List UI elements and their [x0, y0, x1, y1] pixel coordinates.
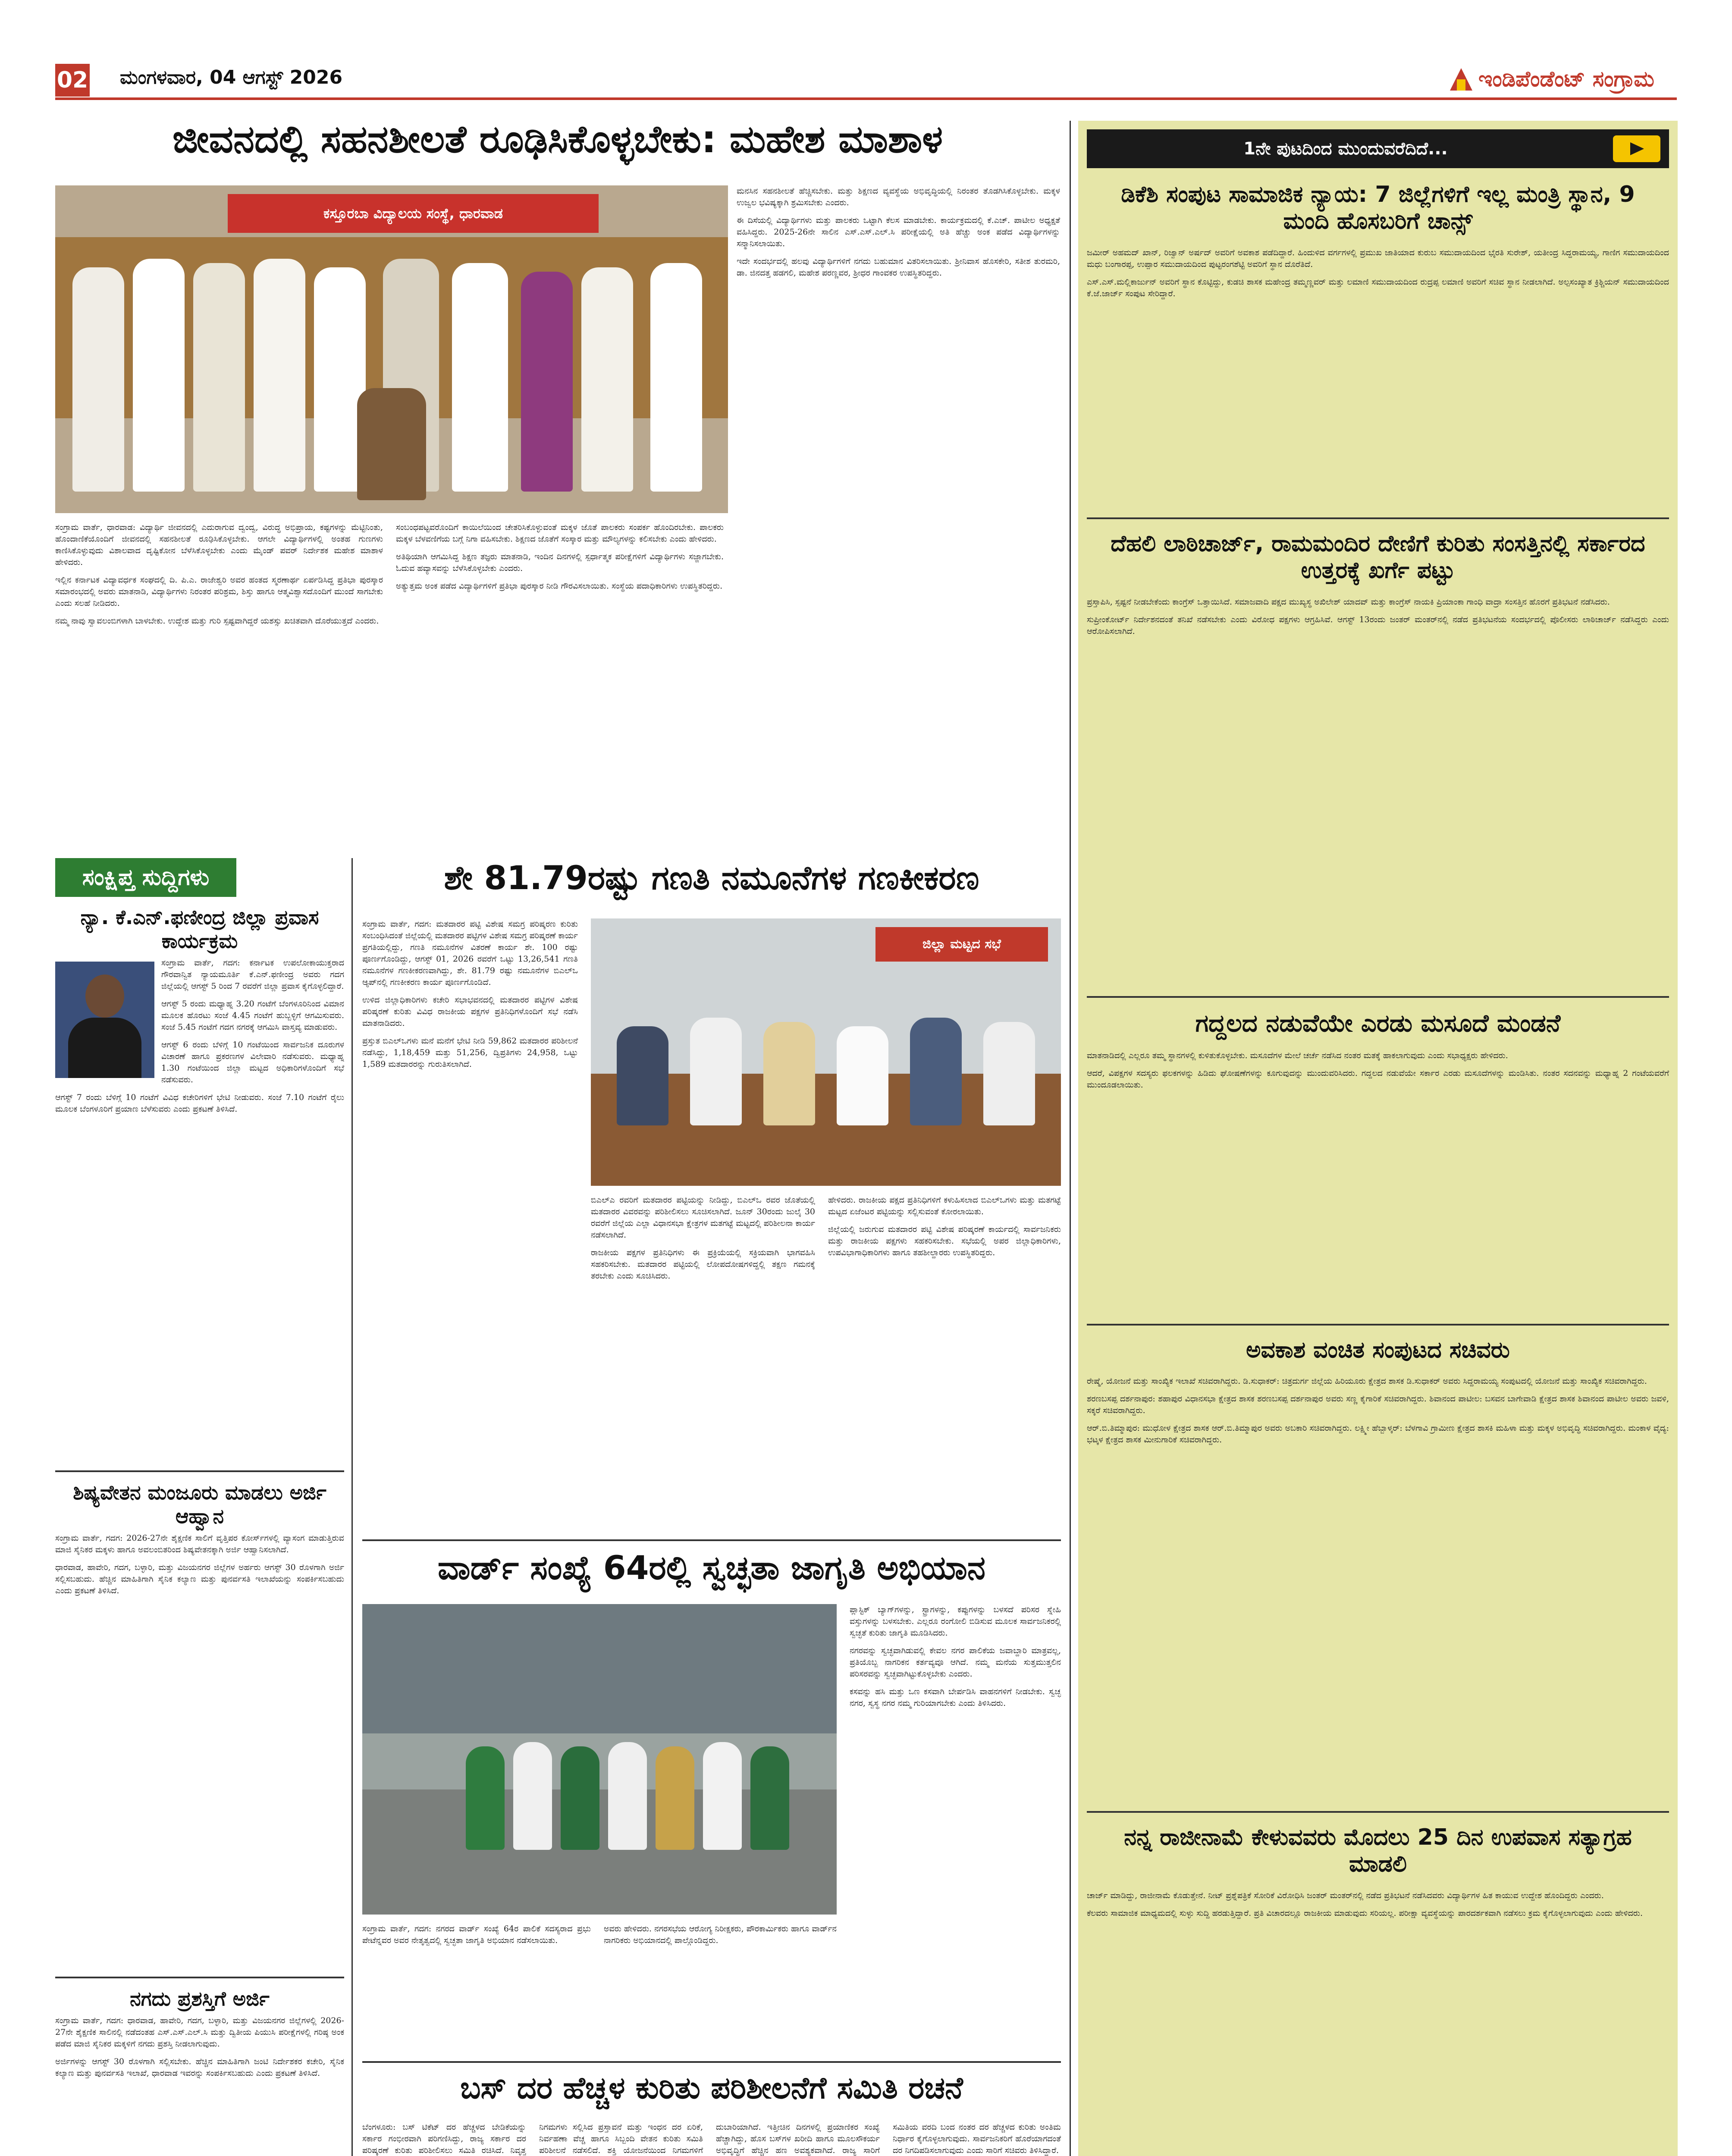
continued-banner-text: 1ನೇ ಪುಟದಿಂದ ಮುಂದುವರೆದಿದೆ... [1243, 139, 1448, 159]
divider [1087, 1324, 1669, 1326]
census-paragraph: ಸಂಗ್ರಾಮ ವಾರ್ತೆ, ಗದಗ: ಮತದಾರರ ಪಟ್ಟಿ ವಿಶೇಷ ಸಮಗ್ರ ಪರಿಷ್ಕರಣ ಕುರಿತು ಸಂಬಂಧಿಸಿದಂತೆ ಜಿಲ್ಲೆಯಲ್ಲಿ ಮತದಾರರ ಪಟ್ಟಿಗಳ ವಿಶೇಷ ಸಮಗ್ರ ಪರಿಷ್ಕರಣೆ ಕಾರ್ಯ ಪ್ರಗತಿಯಲ್ಲಿದ್ದು, ಗಣತಿ ನಮೂನೆಗಳ ವಿತರಣೆ ಕಾರ್ಯ ಶೇ. 100 ರಷ್ಟು ಪೂರ್ಣಗೊಂಡಿದ್ದು, ಆಗಸ್ಟ್ 01, 2026 ರವರೆಗೆ ಒಟ್ಟು 13,26,541 ಗಣತಿ ನಮೂನೆಗಳ ಗಣಕೀಕರಣವಾಗಿದ್ದು, ಶೇ. 81.79 ರಷ್ಟು ನಮೂನೆಗಳ ಬಿಎಲ್‌ಒ ಆ್ಯಪ್‌ನಲ್ಲಿ ಗಣಕೀಕರಣ ಕಾರ್ಯ ಪೂರ್ಣಗೊಂಡಿದೆ. [362, 919, 578, 987]
divider [1087, 517, 1669, 519]
continued-story [1087, 1332, 1669, 1807]
story-headline: ಅವಕಾಶ ವಂಚಿತ ಸಂಪುಟದ ಸಚಿವರು [1246, 1337, 1510, 1363]
bus-col [539, 2122, 703, 2156]
ward-paragraph: ಪ್ಲಾಸ್ಟಿಕ್ ಬ್ಯಾಗ್‌ಗಳನ್ನು, ಸ್ಟ್ರಾಗಳನ್ನು, ಕಪ್ಪುಗಳನ್ನು ಬಳಸದೆ ಪರಿಸರ ಸ್ನೇಹಿ ವಸ್ತುಗಳನ್ನು ಬಳಸಬೇಕು. ಎಲ್ಲರೂ ರಂಗೋಲಿ ಬಿಡಿಸುವ ಮೂಲಕ ಸಾರ್ವಜನಿಕರಲ್ಲಿ ಸ್ವಚ್ಛತೆ ಕುರಿತು ಜಾಗೃತಿ ಮೂಡಿಸಿದರು. [850, 1605, 1061, 1638]
bus-paragraph: ಬೆಂಗಳೂರು: ಬಸ್ ಟಿಕೆಟ್ ದರ ಹೆಚ್ಚಳದ ಬೇಡಿಕೆಯನ್ನು ಸರ್ಕಾರ ಗಂಭೀರವಾಗಿ ಪರಿಗಣಿಸಿದ್ದು, ರಾಜ್ಯ ಸರ್ಕಾರ ದರ ಪರಿಷ್ಕರಣೆ ಕುರಿತು ಪರಿಶೀಲಿಸಲು ಸಮಿತಿ ರಚಿಸಿದೆ. ನಿವೃತ್ತ [362, 2122, 526, 2155]
ward-right-col [850, 1604, 1061, 2053]
story-headline: ಗದ್ದಲದ ನಡುವೆಯೇ ಎರಡು ಮಸೂದೆ ಮಂಡನೆ [1195, 1009, 1561, 1037]
lead-paragraph: ಮನಸಿನ ಸಹನಶೀಲತೆ ಹೆಚ್ಚಿಸಬೇಕು. ಮತ್ತು ಶಿಕ್ಷಣದ ವ್ಯವಸ್ಥೆಯ ಅಭಿವೃದ್ಧಿಯಲ್ಲಿ ನಿರಂತರ ತೊಡಗಿಸಿಕೊಳ್ಳಬೇಕು. ಮಕ್ಕಳ ಉಜ್ವಲ ಭವಿಷ್ಯಕ್ಕಾಗಿ ಶ್ರಮಿಸಬೇಕು ಎಂದರು. [737, 186, 1060, 207]
story-paragraph: ಆದರೆ, ವಿಪಕ್ಷಗಳ ಸದಸ್ಯರು ಫಲಕಗಳನ್ನು ಹಿಡಿದು ಘೋಷಣೆಗಳನ್ನು ಕೂಗುವುದನ್ನು ಮುಂದುವರಿಸಿದರು. ಗದ್ದಲದ ನಡುವೆಯೇ ಸರ್ಕಾರ ಎರಡು ಮಸೂದೆಗಳನ್ನು ಮಂಡಿಸಿತು. ನಂತರ ಸದನವನ್ನು ಮಧ್ಯಾಹ್ನ 2 ಗಂಟೆಯವರೆಗೆ ಮುಂದೂಡಲಾಯಿತು. [1087, 1069, 1669, 1090]
divider [1087, 1811, 1669, 1813]
census-paragraph: ಹೇಳಿದರು. ರಾಜಕೀಯ ಪಕ್ಷದ ಪ್ರತಿನಿಧಿಗಳಿಗೆ ಕಳುಹಿಸಲಾದ ಬಿಎಲ್‌ಒಗಳು ಮತ್ತು ಮತಗಟ್ಟೆ ಮಟ್ಟದ ಏಜೆಂಟರ ಪಟ್ಟಿಯನ್ನು ಸಲ್ಲಿಸುವಂತೆ ಕೋರಲಾಯಿತು. [828, 1195, 1061, 1216]
story-paragraph: ಶರಣಬಸಪ್ಪ ದರ್ಶನಾಪುರ: ಶಹಾಪುರ ವಿಧಾನಸಭಾ ಕ್ಷೇತ್ರದ ಶಾಸಕ ಶರಣಬಸಪ್ಪ ದರ್ಶನಾಪುರ ಅವರು ಸಣ್ಣ ಕೈಗಾರಿಕೆ ಸಚಿವರಾಗಿದ್ದರು. ಶಿವಾನಂದ ಪಾಟೀಲ: ಬಸವನ ಬಾಗೇವಾಡಿ ಕ್ಷೇತ್ರದ ಶಾಸಕ ಶಿವಾನಂದ ಪಾಟೀಲ ಅವರು ಜವಳಿ, ಸಕ್ಕರೆ ಸಚಿವರಾಗಿದ್ದರು. [1087, 1394, 1669, 1416]
census-paragraph: ಜಿಲ್ಲೆಯಲ್ಲಿ ಜರುಗುವ ಮತದಾರರ ಪಟ್ಟಿ ವಿಶೇಷ ಪರಿಷ್ಕರಣೆ ಕಾರ್ಯದಲ್ಲಿ ಸಾರ್ವಜನಿಕರು ಮತ್ತು ರಾಜಕೀಯ ಪಕ್ಷಗಳು ಸಹಕರಿಸಬೇಕು. ಸಭೆಯಲ್ಲಿ ಅಪರ ಜಿಲ್ಲಾಧಿಕಾರಿಗಳು, ಉಪವಿಭಾಗಾಧಿಕಾರಿಗಳು ಹಾಗೂ ತಹಶೀಲ್ದಾರರು ಉಪಸ್ಥಿತರಿದ್ದರು. [828, 1225, 1061, 1257]
story-paragraph: ಚಾರ್ಜ್ ಮಾಡಿದ್ದು, ರಾಜೀನಾಮೆ ಕೊಡುತ್ತೇನೆ. ನೀಟ್ ಪ್ರಶ್ನೆಪತ್ರಿಕೆ ಸೋರಿಕೆ ವಿರೋಧಿಸಿ ಜಂತರ್ ಮಂತರ್‌ನಲ್ಲಿ ನಡೆದ ಪ್ರತಿಭಟನೆ ನಡೆಸಿದವರು ವಿದ್ಯಾರ್ಥಿಗಳ ಹಿತ ಕಾಯುವ ಉದ್ದೇಶ ಹೊಂದಿದ್ದರು ಎಂದರು. [1087, 1890, 1604, 1900]
divider [1087, 996, 1669, 998]
judge-portrait [55, 962, 154, 1078]
bus-headline: ಬಸ್ ದರ ಹೆಚ್ಚಳ ಕುರಿತು ಪರಿಶೀಲನೆಗೆ ಸಮಿತಿ ರಚನೆ [460, 2070, 963, 2106]
brief-paragraph: ಸಂಗ್ರಾಮ ವಾರ್ತೆ, ಗದಗ: ಧಾರವಾಡ, ಹಾವೇರಿ, ಗದಗ, ಬಳ್ಳಾರಿ, ಮತ್ತು ವಿಜಯನಗರ ಜಿಲ್ಲೆಗಳಲ್ಲಿ 2026-27ನೇ ಶೈಕ್ಷಣಿಕ ಸಾಲಿನಲ್ಲಿ ನಡೆದಂತಹ ಎಸ್.ಎಸ್.ಎಲ್.ಸಿ ಮತ್ತು ದ್ವಿತೀಯ ಪಿಯುಸಿ ಪರೀಕ್ಷೆಗಳಲ್ಲಿ ಗರಿಷ್ಠ ಅಂಕ ಪಡೆದ ಮಾಜಿ ಸೈನಿಕರ ಮಕ್ಕಳಿಗೆ ನಗದು ಪ್ರಶಸ್ತಿ ನೀಡಲಾಗುವುದು. [55, 2016, 344, 2049]
masthead-logo-icon [1448, 66, 1474, 92]
bus-paragraph: ನಿಗಮಗಳು ಸಲ್ಲಿಸಿದ ಪ್ರಸ್ತಾವನೆ ಮತ್ತು ಇಂಧನ ದರ ಏರಿಕೆ, ನಿರ್ವಹಣಾ ವೆಚ್ಚ ಹಾಗೂ ಸಿಬ್ಬಂದಿ ವೇತನ ಕುರಿತು ಸಮಿತಿ ಪರಿಶೀಲನೆ ನಡೆಸಲಿದೆ. ಶಕ್ತಿ ಯೋಜನೆಯಿಂದ ನಿಗಮಗಳಿಗೆ [539, 2122, 703, 2155]
lead-paragraph: ಅತಿಥಿಯಾಗಿ ಆಗಮಿಸಿದ್ದ ಶಿಕ್ಷಣ ತಜ್ಞರು ಮಾತನಾಡಿ, ಇಂದಿನ ದಿನಗಳಲ್ಲಿ ಸ್ಪರ್ಧಾತ್ಮಕ ಪರೀಕ್ಷೆಗಳಿಗೆ ವಿದ್ಯಾರ್ಥಿಗಳು ಸಜ್ಜಾಗಬೇಕು. ಓದುವ ಹವ್ಯಾಸವನ್ನು ಬೆಳೆಸಿಕೊಳ್ಳಬೇಕು ಎಂದರು. [396, 552, 724, 573]
lead-paragraph: ಈ ದಿಸೆಯಲ್ಲಿ ವಿದ್ಯಾರ್ಥಿಗಳು ಮತ್ತು ಪಾಲಕರು ಒಟ್ಟಾಗಿ ಕೆಲಸ ಮಾಡಬೇಕು. ಕಾರ್ಯಕ್ರಮದಲ್ಲಿ ಕೆ.ಎಚ್. ಪಾಟೀಲ ಅಧ್ಯಕ್ಷತೆ ವಹಿಸಿದ್ದರು. 2025-26ನೇ ಸಾಲಿನ ಎಸ್.ಎಸ್.ಎಲ್.ಸಿ ಪರೀಕ್ಷೆಯಲ್ಲಿ ಅತಿ ಹೆಚ್ಚು ಅಂಕ ಪಡೆದ ವಿದ್ಯಾರ್ಥಿಗಳನ್ನು ಸನ್ಮಾನಿಸಲಾಯಿತು. [737, 216, 1060, 248]
brief-paragraph: ಅರ್ಜಿಗಳನ್ನು ಆಗಸ್ಟ್ 30 ರೊಳಗಾಗಿ ಸಲ್ಲಿಸಬೇಕು. ಹೆಚ್ಚಿನ ಮಾಹಿತಿಗಾಗಿ ಜಂಟಿ ನಿರ್ದೇಶಕರ ಕಚೇರಿ, ಸೈನಿಕ ಕಲ್ಯಾಣ ಮತ್ತು ಪುನರ್ವಸತಿ ಇಲಾಖೆ, ಧಾರವಾಡ ಇವರನ್ನು ಸಂಪರ್ಕಿಸಬಹುದು ಎಂದು ಪ್ರಕಟಣೆ ತಿಳಿಸಿದೆ. [55, 2057, 344, 2078]
ward-paragraph: ಅವರು ಹೇಳಿದರು. ನಗರಸಭೆಯ ಆರೋಗ್ಯ ನಿರೀಕ್ಷಕರು, ಪೌರಕಾರ್ಮಿಕರು ಹಾಗೂ ವಾರ್ಡ್‌ನ ನಾಗರಿಕರು ಅಭಿಯಾನದಲ್ಲಿ ಪಾಲ್ಗೊಂಡಿದ್ದರು. [604, 1924, 837, 1945]
continued-story [1087, 1820, 1669, 2156]
story-paragraph: ಮಾತನಾಡಿದಲ್ಲಿ ಎಲ್ಲರೂ ತಮ್ಮ ಸ್ಥಾನಗಳಲ್ಲಿ ಕುಳಿತುಕೊಳ್ಳಬೇಕು. ಮಸೂದೆಗಳ ಮೇಲೆ ಚರ್ಚೆ ನಡೆಸಿದ ನಂತರ ಮತಕ್ಕೆ ಹಾಕಲಾಗುವುದು ಎಂದು ಸಭಾಧ್ಯಕ್ಷರು ಹೇಳಿದರು. [1087, 1051, 1508, 1061]
lead-col-2 [396, 522, 724, 811]
brief-item [55, 1476, 344, 1972]
brief-paragraph: ಆಗಸ್ಟ್ 7 ರಂದು ಬೆಳಿಗ್ಗೆ 10 ಗಂಟೆಗೆ ವಿವಿಧ ಕಚೇರಿಗಳಿಗೆ ಭೇಟಿ ನೀಡುವರು. ಸಂಜೆ 7.10 ಗಂಟೆಗೆ ರೈಲು ಮೂಲಕ ಬೆಂಗಳೂರಿಗೆ ಪ್ರಯಾಣ ಬೆಳೆಸುವರು ಎಂದು ಪ್ರಕಟಣೆ ತಿಳಿಸಿದೆ. [55, 1093, 344, 1114]
continued-section [1078, 121, 1678, 2156]
divider [362, 2061, 1061, 2063]
column-divider [1070, 121, 1071, 2156]
photo-banner: ಕಸ್ತೂರಬಾ ವಿದ್ಯಾಲಯ ಸಂಸ್ಥೆ, ಧಾರವಾಡ [228, 194, 599, 233]
brief-paragraph: ಸಂಗ್ರಾಮ ವಾರ್ತೆ, ಗದಗ: 2026-27ನೇ ಶೈಕ್ಷಣಿಕ ಸಾಲಿಗೆ ವೃತ್ತಿಪರ ಕೋರ್ಸ್‌ಗಳಲ್ಲಿ ವ್ಯಾಸಂಗ ಮಾಡುತ್ತಿರುವ ಮಾಜಿ ಸೈನಿಕರ ಮಕ್ಕಳು ಹಾಗೂ ಅವಲಂಬಿತರಿಂದ ಶಿಷ್ಯವೇತನಕ್ಕಾಗಿ ಅರ್ಜಿ ಆಹ್ವಾನಿಸಲಾಗಿದೆ. [55, 1533, 344, 1555]
lead-paragraph: ಸಂಗ್ರಾಮ ವಾರ್ತೆ, ಧಾರವಾಡ: ವಿದ್ಯಾರ್ಥಿ ಜೀವನದಲ್ಲಿ ಎದುರಾಗುವ ದ್ವಂದ್ವ, ವಿರುದ್ಧ ಅಭಿಪ್ರಾಯ, ಕಷ್ಟಗಳನ್ನು ಮೆಟ್ಟಿನಿಂತು, ಹೊಂದಾಣಿಕೆಯೊಂದಿಗೆ ಜೀವನದಲ್ಲಿ ಸಹನಶೀಲತೆ ರೂಢಿಸಿಕೊಳ್ಳಬೇಕು. ಆಗಲೇ ವಿದ್ಯಾರ್ಥಿಗಳಲ್ಲಿ ಅಂತಹ ಗುಣಗಳು ಕಾಣಿಸಿಕೊಳ್ಳುವುದು ವಿಶಾಲವಾದ ದೃಷ್ಟಿಕೋನ ಬೆಳೆಸಿಕೊಳ್ಳಬೇಕು ಎಂದು ಮೈಂಡ್ ಪವರ್ ನಿರ್ದೇಶಕ ಮಹೇಶ ಮಾಶಾಳ ಹೇಳಿದರು. [55, 523, 383, 567]
lead-photo [55, 185, 728, 513]
lead-paragraph: ಸಂಬಂಧಪಟ್ಟವರೊಂದಿಗೆ ಕಾಯಿಲೆಯಿಂದ ಚೇತರಿಸಿಕೊಳ್ಳುವಂತೆ ಮಕ್ಕಳ ಜೊತೆ ಪಾಲಕರು ಸಂಪರ್ಕ ಹೊಂದಿರಬೇಕು. ಪಾಲಕರು ಮಕ್ಕಳ ಬೆಳವಣಿಗೆಯ ಬಗ್ಗೆ ನಿಗಾ ವಹಿಸಬೇಕು. ಶಿಕ್ಷಣದ ಜೊತೆಗೆ ಸಂಸ್ಕಾರ ಮತ್ತು ಮೌಲ್ಯಗಳನ್ನು ಕಲಿಸಬೇಕು ಎಂದು ಹೇಳಿದರು. [396, 523, 724, 544]
brief-headline: ನ್ಯಾ. ಕೆ.ಎನ್.ಫಣೀಂದ್ರ ಜಿಲ್ಲಾ ಪ್ರವಾಸ ಕಾರ್ಯಕ್ರಮ [80, 906, 319, 953]
bus-col [362, 2122, 526, 2156]
ward-headline: ವಾರ್ಡ್ ಸಂಖ್ಯೆ 64ರಲ್ಲಿ ಸ್ವಚ್ಛತಾ ಜಾಗೃತಿ ಅಭಿಯಾನ [437, 1548, 986, 1587]
ward-photo [362, 1604, 837, 1915]
story-paragraph: ಜಮೀರ್ ಅಹಮದ್ ಖಾನ್, ರಿಜ್ವಾನ್ ಅರ್ಷದ್ ಅವರಿಗೆ ಅವಕಾಶ ಪಡೆದಿದ್ದಾರೆ. ಹಿಂದುಳಿದ ವರ್ಗಗಳಲ್ಲಿ ಪ್ರಮುಖ ಜಾತಿಯಾದ ಕುರುಬ ಸಮುದಾಯದಿಂದ ಭೈರತಿ ಸುರೇಶ್, ಯತೀಂದ್ರ ಸಿದ್ದರಾಮಯ್ಯ, ಗಾಣಿಗ ಸಮುದಾಯದಿಂದ ಮಧು ಬಂಗಾರಪ್ಪ, ಉಪ್ಪಾರ ಸಮುದಾಯದಿಂದ ಪುಟ್ಟರಂಗಶೆಟ್ಟಿ ಅವರಿಗೆ ಸ್ಥಾನ ದೊರೆತಿದೆ. [1087, 248, 1669, 269]
story-paragraph: ಕೆಲವರು ಸಾಮಾಜಿಕ ಮಾಧ್ಯಮದಲ್ಲಿ ಸುಳ್ಳು ಸುದ್ದಿ ಹರಡುತ್ತಿದ್ದಾರೆ. ಪ್ರತಿ ವಿಚಾರದಲ್ಲೂ ರಾಜಕೀಯ ಮಾಡುವುದು ಸರಿಯಲ್ಲ. ಪರೀಕ್ಷಾ ವ್ಯವಸ್ಥೆಯನ್ನು ಪಾರದರ್ಶಕವಾಗಿ ನಡೆಸಲು ಕ್ರಮ ಕೈಗೊಳ್ಳಲಾಗುವುದು ಎಂದು ಹೇಳಿದರು. [1087, 1908, 1643, 1918]
census-col-2 [591, 1194, 815, 1531]
brief-item [55, 906, 344, 1466]
arrow-right-icon [1613, 135, 1660, 162]
column-divider [351, 858, 353, 2156]
story-paragraph: ಸುಪ್ರೀಂಕೋರ್ಟ್ ನಿರ್ದೇಶನದಂತೆ ತನಿಖೆ ನಡೆಸಬೇಕು ಎಂದು ವಿರೋಧ ಪಕ್ಷಗಳು ಆಗ್ರಹಿಸಿವೆ. ಆಗಸ್ಟ್ 13ರಂದು ಜಂತರ್ ಮಂತರ್‌ನಲ್ಲಿ ನಡೆದ ಪ್ರತಿಭಟನೆಯ ಸಂದರ್ಭದಲ್ಲಿ ಪೊಲೀಸರು ಲಾಠಿಚಾರ್ಜ್ ನಡೆಸಿದ್ದರು ಎಂದು ಆರೋಪಿಸಲಾಗಿದೆ. [1087, 614, 1669, 636]
census-paragraph: ಪ್ರಸ್ತುತ ಬಿಎಲ್‌ಒಗಳು ಮನೆ ಮನೆಗೆ ಭೇಟಿ ನೀಡಿ 59,862 ಮತದಾರರ ಪರಿಶೀಲನೆ ನಡೆಸಿದ್ದು, 1,18,459 ಮತ್ತು 51,256, ದ್ವಿಪ್ರತಿಗಳು 24,958, ಒಟ್ಟು 1,589 ಮತದಾರರನ್ನು ಗುರುತಿಸಲಾಗಿದೆ. [362, 1036, 578, 1069]
brief-item [55, 1983, 344, 2156]
lead-paragraph: ನಮ್ಮ ನಾವು ಸ್ವಾವಲಂಬಿಗಳಾಗಿ ಬಾಳಬೇಕು. ಉದ್ದೇಶ ಮತ್ತು ಗುರಿ ಸ್ಪಷ್ಟವಾಗಿದ್ದರೆ ಯಶಸ್ಸು ಖಚಿತವಾಗಿ ದೊರೆಯುತ್ತದೆ ಎಂದರು. [55, 616, 379, 626]
briefs-section [55, 858, 344, 2156]
page-number: 02 [55, 64, 90, 97]
brief-paragraph: ಧಾರವಾಡ, ಹಾವೇರಿ, ಗದಗ, ಬಳ್ಳಾರಿ, ಮತ್ತು ವಿಜಯನಗರ ಜಿಲ್ಲೆಗಳ ಅರ್ಹರು ಆಗಸ್ಟ್ 30 ರೊಳಗಾಗಿ ಅರ್ಜಿ ಸಲ್ಲಿಸಬಹುದು. ಹೆಚ್ಚಿನ ಮಾಹಿತಿಗಾಗಿ ಸೈನಿಕ ಕಲ್ಯಾಣ ಮತ್ತು ಪುನರ್ವಸತಿ ಇಲಾಖೆಯನ್ನು ಸಂಪರ್ಕಿಸಬಹುದು ಎಂದು ಪ್ರಕಟಣೆ ತಿಳಿಸಿದೆ. [55, 1563, 344, 1596]
bus-story [362, 2070, 1061, 2156]
lead-paragraph: ಇಲ್ಲಿನ ಕರ್ನಾಟಕ ವಿದ್ಯಾವರ್ಧಕ ಸಂಘದಲ್ಲಿ ದಿ. ಪಿ.ಎ. ರಾಜೇಶ್ವರಿ ಅವರ ಹಂತದ ಸ್ಮರಣಾರ್ಥ ಏರ್ಪಡಿಸಿದ್ದ ಪ್ರತಿಭಾ ಪುರಸ್ಕಾರ ಸಮಾರಂಭದಲ್ಲಿ ಅವರು ಮಾತನಾಡಿ, ವಿದ್ಯಾರ್ಥಿಗಳು ನಿರಂತರ ಪರಿಶ್ರಮ, ಶಿಸ್ತು ಹಾಗೂ ಆತ್ಮವಿಶ್ವಾಸದೊಂದಿಗೆ ಮುಂದೆ ಸಾಗಬೇಕು ಎಂದು ಸಲಹೆ ನೀಡಿದರು. [55, 575, 383, 608]
briefs-banner: ಸಂಕ್ಷಿಪ್ತ ಸುದ್ದಿಗಳು [55, 858, 236, 897]
lead-paragraph: ಅತ್ಯುತ್ತಮ ಅಂಕ ಪಡೆದ ವಿದ್ಯಾರ್ಥಿಗಳಿಗೆ ಪ್ರತಿಭಾ ಪುರಸ್ಕಾರ ನೀಡಿ ಗೌರವಿಸಲಾಯಿತು. ಸಂಸ್ಥೆಯ ಪದಾಧಿಕಾರಿಗಳು ಉಪಸ್ಥಿತರಿದ್ದರು. [396, 581, 723, 591]
census-story [362, 858, 1061, 1531]
bus-paragraph: ಸಮಿತಿಯ ವರದಿ ಬಂದ ನಂತರ ದರ ಹೆಚ್ಚಳದ ಕುರಿತು ಅಂತಿಮ ನಿರ್ಧಾರ ಕೈಗೊಳ್ಳಲಾಗುವುದು. ಸಾರ್ವಜನಿಕರಿಗೆ ಹೊರೆಯಾಗದಂತೆ ದರ ನಿಗದಿಪಡಿಸಲಾಗುವುದು ಎಂದು ಸಾರಿಗೆ ಸಚಿವರು ತಿಳಿಸಿದ್ದಾರೆ. [893, 2122, 1061, 2155]
continued-story [1087, 177, 1669, 513]
paper-name: ಇಂಡಿಪೆಂಡೆಂಟ್ ಸಂಗ್ರಾಮ [1478, 66, 1654, 91]
brief-headline: ನಗದು ಪ್ರಶಸ್ತಿಗೆ ಅರ್ಜಿ [130, 1987, 270, 2010]
brief-paragraph: ಸಂಗ್ರಾಮ ವಾರ್ತೆ, ಗದಗ: ಕರ್ನಾಟಕ ಉಪಲೋಕಾಯುಕ್ತರಾದ ಗೌರವಾನ್ವಿತ ನ್ಯಾಯಮೂರ್ತಿ ಕೆ.ಎನ್.ಫಣೀಂದ್ರ ಅವರು ಗದಗ ಜಿಲ್ಲೆಯಲ್ಲಿ ಆಗಸ್ಟ್ 5 ರಿಂದ 7 ರವರೆಗೆ ಜಿಲ್ಲಾ ಪ್ರವಾಸ ಕೈಗೊಳ್ಳಲಿದ್ದಾರೆ. [161, 958, 344, 991]
lead-story [55, 108, 1060, 815]
brief-headline: ಶಿಷ್ಯವೇತನ ಮಂಜೂರು ಮಾಡಲು ಅರ್ಜಿ ಆಹ್ವಾನ [73, 1481, 326, 1528]
story-headline: ನನ್ನ ರಾಜೀನಾಮೆ ಕೇಳುವವರು ಮೊದಲು 25 ದಿನ ಉಪವಾಸ ಸತ್ಯಾಗ್ರಹ ಮಾಡಲಿ [1124, 1824, 1632, 1877]
continued-story [1087, 1005, 1669, 1319]
lead-paragraph: ಇದೇ ಸಂದರ್ಭದಲ್ಲಿ ಹಲವು ವಿದ್ಯಾರ್ಥಿಗಳಿಗೆ ನಗದು ಬಹುಮಾನ ವಿತರಿಸಲಾಯಿತು. ಶ್ರೀನಿವಾಸ ಹೊಸಕೇರಿ, ಸತೀಶ ತುರಮರಿ, ಡಾ. ಜಿನದತ್ತ ಹಡಗಲಿ, ಮಹೇಶ ಪರಣ್ಣವರ, ಶ್ರೀಧರ ಗಾಂವಕರ ಉಪಸ್ಥಿತರಿದ್ದರು. [737, 257, 1060, 278]
census-col-1 [362, 918, 578, 1531]
ward-paragraph: ಸಂಗ್ರಾಮ ವಾರ್ತೆ, ಗದಗ: ನಗರದ ವಾರ್ಡ್ ಸಂಖ್ಯೆ 64ರ ಪಾಲಿಕೆ ಸದಸ್ಯರಾದ ಪ್ರಭು ಪೇಟೆನ್ನವರ ಅವರ ನೇತೃತ್ವದಲ್ಲಿ ಸ್ವಚ್ಛತಾ ಜಾಗೃತಿ ಅಭಿಯಾನ ನಡೆಸಲಾಯಿತು. [362, 1924, 591, 1945]
divider [362, 1539, 1061, 1541]
header-divider [55, 97, 1677, 100]
story-headline: ದೆಹಲಿ ಲಾಠಿಚಾರ್ಜ್, ರಾಮಮಂದಿರ ದೇಣಿಗೆ ಕುರಿತು ಸಂಸತ್ತಿನಲ್ಲಿ ಸರ್ಕಾರದ ಉತ್ತರಕ್ಕೆ ಖರ್ಗೆ ಪಟ್ಟು [1111, 531, 1645, 584]
lead-headline: ಜೀವನದಲ್ಲಿ ಸಹನಶೀಲತೆ ರೂಢಿಸಿಕೊಳ್ಳಬೇಕು: ಮಹೇಶ ಮಾಶಾಳ [172, 117, 943, 161]
census-photo [591, 918, 1061, 1186]
census-paragraph: ರಾಜಕೀಯ ಪಕ್ಷಗಳ ಪ್ರತಿನಿಧಿಗಳು ಈ ಪ್ರಕ್ರಿಯೆಯಲ್ಲಿ ಸಕ್ರಿಯವಾಗಿ ಭಾಗವಹಿಸಿ ಸಹಕರಿಸಬೇಕು. ಮತದಾರರ ಪಟ್ಟಿಯಲ್ಲಿ ಲೋಪದೋಷಗಳಿದ್ದಲ್ಲಿ ತಕ್ಷಣ ಗಮನಕ್ಕೆ ತರಬೇಕು ಎಂದು ಸೂಚಿಸಿದರು. [591, 1248, 815, 1281]
photo-banner: ಜಿಲ್ಲಾ ಮಟ್ಟದ ಸಭೆ [875, 927, 1048, 962]
ward-paragraph: ಕಸವನ್ನು ಹಸಿ ಮತ್ತು ಒಣ ಕಸವಾಗಿ ಬೇರ್ಪಡಿಸಿ ವಾಹನಗಳಿಗೆ ನೀಡಬೇಕು. ಸ್ವಚ್ಛ ನಗರ, ಸ್ವಸ್ಥ ನಗರ ನಮ್ಮ ಗುರಿಯಾಗಬೇಕು ಎಂದು ತಿಳಿಸಿದರು. [850, 1687, 1061, 1708]
lead-col-3 [737, 185, 1060, 811]
brief-paragraph: ಆಗಸ್ಟ್ 5 ರಂದು ಮಧ್ಯಾಹ್ನ 3.20 ಗಂಟೆಗೆ ಬೆಂಗಳೂರಿನಿಂದ ವಿಮಾನ ಮೂಲಕ ಹೊರಟು ಸಂಜೆ 4.45 ಗಂಟೆಗೆ ಹುಬ್ಬಳ್ಳಿಗೆ ಆಗಮಿಸುವರು. ಸಂಜೆ 5.45 ಗಂಟೆಗೆ ಗದಗ ನಗರಕ್ಕೆ ಆಗಮಿಸಿ ವಾಸ್ತವ್ಯ ಮಾಡುವರು. [161, 999, 344, 1032]
story-headline: ಡಿಕೆಶಿ ಸಂಪುಟ ಸಾಮಾಜಿಕ ನ್ಯಾಯ: 7 ಜಿಲ್ಲೆಗಳಿಗೆ ಇಲ್ಲ ಮಂತ್ರಿ ಸ್ಥಾನ, 9 ಮಂದಿ ಹೊಸಬರಿಗೆ ಚಾನ್ಸ್ [1121, 182, 1635, 235]
story-paragraph: ಆರ್.ಬಿ.ತಿಮ್ಮಾಪುರ: ಮುಧೋಳ ಕ್ಷೇತ್ರದ ಶಾಸಕ ಆರ್.ಬಿ.ತಿಮ್ಮಾಪುರ ಅವರು ಅಬಕಾರಿ ಸಚಿವರಾಗಿದ್ದರು. ಲಕ್ಷ್ಮೀ ಹೆಬ್ಬಾಳ್ಕರ್: ಬೆಳಗಾವಿ ಗ್ರಾಮೀಣ ಕ್ಷೇತ್ರದ ಶಾಸಕಿ ಮಹಿಳಾ ಮತ್ತು ಮಕ್ಕಳ ಅಭಿವೃದ್ಧಿ ಸಚಿವರಾಗಿದ್ದರು. ಮಂಕಾಳ ವೈದ್ಯ: ಭಟ್ಕಳ ಕ್ಷೇತ್ರದ ಶಾಸಕ ಮೀನುಗಾರಿಕೆ ಸಚಿವರಾಗಿದ್ದರು. [1087, 1423, 1669, 1445]
census-paragraph: ಬಿಎಲ್‌ಎ ರವರಿಗೆ ಮತದಾರರ ಪಟ್ಟಿಯನ್ನು ನೀಡಿದ್ದು, ಬಿಎಲ್‌ಒ ರವರ ಜೊತೆಯಲ್ಲಿ ಮತದಾರರ ವಿವರವನ್ನು ಪರಿಶೀಲಿಸಲು ಸೂಚಿಸಲಾಗಿದೆ. ಜೂನ್ 30ರಂದು ಜುಲೈ 30 ರವರೆಗೆ ಜಿಲ್ಲೆಯ ಎಲ್ಲಾ ವಿಧಾನಸಭಾ ಕ್ಷೇತ್ರಗಳ ಮತಗಟ್ಟೆ ಮಟ್ಟದಲ್ಲಿ ಪರಿಶೀಲನಾ ಕಾರ್ಯ ನಡೆಸಲಾಗಿದೆ. [591, 1195, 815, 1240]
issue-date: ಮಂಗಳವಾರ, 04 ಆಗಸ್ಟ್ 2026 [120, 66, 343, 88]
bus-col [716, 2122, 880, 2156]
bus-col [893, 2122, 1061, 2156]
ward-bottom-left [362, 1923, 591, 2053]
lead-col-1 [55, 522, 383, 811]
page-header [55, 60, 1677, 99]
ward-paragraph: ನಗರವನ್ನು ಸ್ವಚ್ಛವಾಗಿಡುವಲ್ಲಿ ಕೇವಲ ನಗರ ಪಾಲಿಕೆಯ ಜವಾಬ್ದಾರಿ ಮಾತ್ರವಲ್ಲ, ಪ್ರತಿಯೊಬ್ಬ ನಾಗರಿಕನ ಕರ್ತವ್ಯವೂ ಆಗಿದೆ. ನಮ್ಮ ಮನೆಯ ಸುತ್ತಮುತ್ತಲಿನ ಪರಿಸರವನ್ನು ಸ್ವಚ್ಛವಾಗಿಟ್ಟುಕೊಳ್ಳಬೇಕು ಎಂದರು. [850, 1646, 1061, 1679]
ward-bottom-right [604, 1923, 837, 2053]
story-paragraph: ರೇಷ್ಮೆ, ಯೋಜನೆ ಮತ್ತು ಸಾಂಖ್ಯಿಕ ಇಲಾಖೆ ಸಚಿವರಾಗಿದ್ದರು. ಡಿ.ಸುಧಾಕರ್: ಚಿತ್ರದುರ್ಗ ಜಿಲ್ಲೆಯ ಹಿರಿಯೂರು ಕ್ಷೇತ್ರದ ಶಾಸಕ ಡಿ.ಸುಧಾಕರ್ ಅವರು ಸಿದ್ದರಾಮಯ್ಯ ಸಂಪುಟದಲ್ಲಿ ಯೋಜನೆ ಮತ್ತು ಸಾಂಖ್ಯಿಕ ಸಚಿವರಾಗಿದ್ದರು. [1087, 1376, 1647, 1386]
census-headline: ಶೇ 81.79ರಷ್ಟು ಗಣತಿ ನಮೂನೆಗಳ ಗಣಕೀಕರಣ [444, 859, 979, 897]
ward-story [362, 1548, 1061, 2053]
census-col-3 [828, 1194, 1061, 1531]
census-paragraph: ಉಳಿದ ಜಿಲ್ಲಾಧಿಕಾರಿಗಳು ಕಚೇರಿ ಸಭಾಭವನದಲ್ಲಿ ಮತದಾರರ ಪಟ್ಟಿಗಳ ವಿಶೇಷ ಪರಿಷ್ಕರಣೆ ಕುರಿತು ವಿವಿಧ ರಾಜಕೀಯ ಪಕ್ಷಗಳ ಪ್ರತಿನಿಧಿಗಳೊಂದಿಗೆ ಸಭೆ ನಡೆಸಿ ಮಾತನಾಡಿದರು. [362, 995, 578, 1028]
brief-paragraph: ಆಗಸ್ಟ್ 6 ರಂದು ಬೆಳಿಗ್ಗೆ 10 ಗಂಟೆಯಿಂದ ಸಾರ್ವಜನಿಕ ದೂರುಗಳ ವಿಚಾರಣೆ ಹಾಗೂ ಪ್ರಕರಣಗಳ ವಿಲೇವಾರಿ ನಡೆಸುವರು. ಮಧ್ಯಾಹ್ನ 1.30 ಗಂಟೆಯಿಂದ ಜಿಲ್ಲಾ ಮಟ್ಟದ ಅಧಿಕಾರಿಗಳೊಂದಿಗೆ ಸಭೆ ನಡೆಸುವರು. [161, 1040, 344, 1085]
story-paragraph: ಎಸ್.ಎಸ್.ಮಲ್ಲಿಕಾರ್ಜುನ್ ಅವರಿಗೆ ಸ್ಥಾನ ಕೊಟ್ಟಿದ್ದು, ಕುಡಚಿ ಶಾಸಕ ಮಹೇಂದ್ರ ತಮ್ಮಣ್ಣವರ್ ಮತ್ತು ಲಮಾಣಿ ಸಮುದಾಯದಿಂದ ರುದ್ರಪ್ಪ ಲಮಾಣಿ ಅವರಿಗೆ ಸಚಿವ ಸ್ಥಾನ ನೀಡಲಾಗಿದೆ. ಅಲ್ಪಸಂಖ್ಯಾತ ಕ್ರಿಶ್ಚಿಯನ್ ಸಮುದಾಯದಿಂದ ಕೆ.ಜೆ.ಜಾರ್ಜ್ ಸಂಪುಟ ಸೇರಿದ್ದಾರೆ. [1087, 277, 1669, 298]
bus-paragraph: ದುಬಾರಿಯಾಗಿದೆ. ಇತ್ತೀಚಿನ ದಿನಗಳಲ್ಲಿ ಪ್ರಯಾಣಿಕರ ಸಂಖ್ಯೆ ಹೆಚ್ಚಾಗಿದ್ದು, ಹೊಸ ಬಸ್‌ಗಳ ಖರೀದಿ ಹಾಗೂ ಮೂಲಸೌಕರ್ಯ ಅಭಿವೃದ್ಧಿಗೆ ಹೆಚ್ಚಿನ ಹಣ ಅವಶ್ಯಕವಾಗಿದೆ. ರಾಜ್ಯ ಸಾರಿಗೆ [716, 2122, 880, 2155]
continued-banner [1087, 129, 1669, 168]
continued-story [1087, 526, 1669, 992]
story-paragraph: ಪ್ರಸ್ತಾಪಿಸಿ, ಸ್ಪಷ್ಟನೆ ನೀಡಬೇಕೆಂದು ಕಾಂಗ್ರೆಸ್ ಒತ್ತಾಯಿಸಿದೆ. ಸಮಾಜವಾದಿ ಪಕ್ಷದ ಮುಖ್ಯಸ್ಥ ಅಖಿಲೇಶ್ ಯಾದವ್ ಮತ್ತು ಕಾಂಗ್ರೆಸ್ ನಾಯಕಿ ಪ್ರಿಯಾಂಕಾ ಗಾಂಧಿ ವಾದ್ರಾ ಸಂಸತ್ತಿನ ಹೊರಗೆ ಪ್ರತಿಭಟನೆ ನಡೆಸಿದರು. [1087, 597, 1610, 607]
